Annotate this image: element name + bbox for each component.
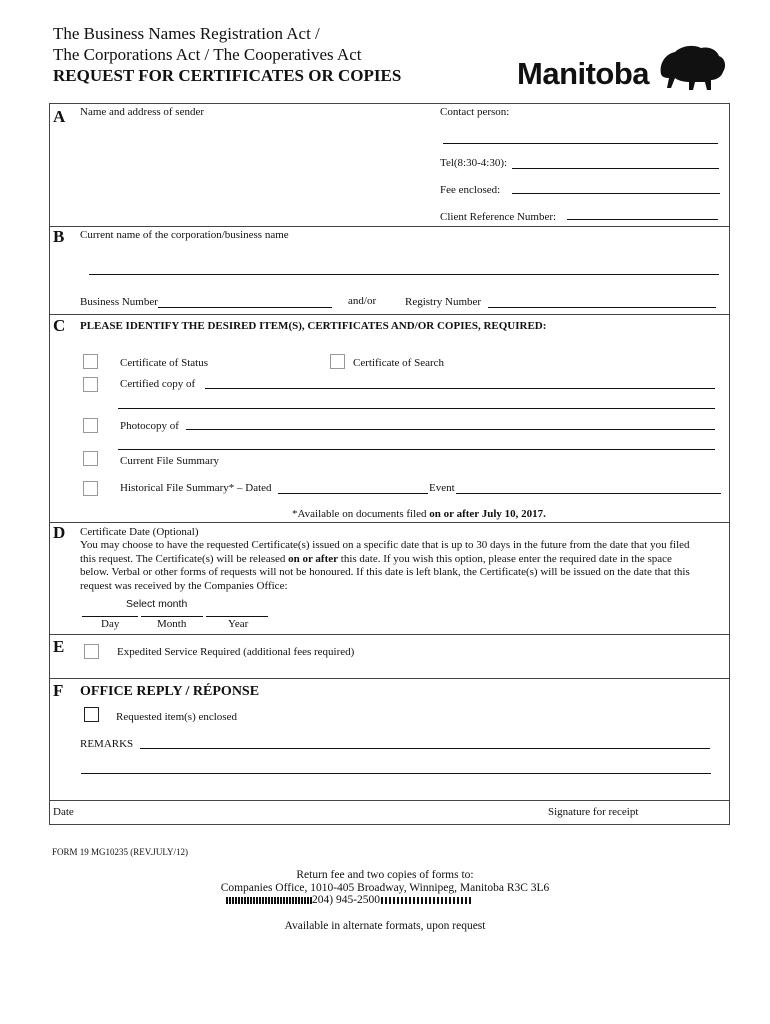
tel-field[interactable]: [512, 168, 719, 169]
garbled-text-right: [381, 897, 471, 904]
section-f-letter: F: [53, 681, 64, 700]
manitoba-logo: [517, 44, 727, 94]
cert-date-title: Certificate Date (Optional): [80, 526, 199, 538]
certified-copy-label: Certified copy of: [120, 378, 196, 390]
act-title-line1: The Business Names Registration Act /: [53, 24, 320, 43]
photocopy-label: Photocopy of: [120, 420, 179, 432]
contact-person-label: Contact person:: [440, 106, 510, 118]
section-b-letter: B: [53, 227, 65, 246]
registry-number-field[interactable]: [488, 307, 716, 308]
and-or-text: and/or: [348, 295, 377, 307]
event-field[interactable]: [456, 493, 721, 494]
historical-date-field[interactable]: [278, 493, 428, 494]
divider-b: [49, 226, 729, 227]
day-field[interactable]: [82, 616, 138, 617]
photocopy-field[interactable]: [186, 429, 715, 430]
month-select[interactable]: Select month: [126, 598, 188, 610]
divider-signature: [49, 800, 729, 801]
requested-enclosed-label: Requested item(s) enclosed: [116, 711, 237, 723]
client-ref-field[interactable]: [567, 219, 718, 220]
office-reply-heading: OFFICE REPLY / RÉPONSE: [80, 684, 260, 699]
remarks-label: REMARKS: [80, 738, 134, 750]
business-number-field[interactable]: [158, 307, 332, 308]
section-a-letter: A: [53, 107, 66, 126]
historical-checkbox[interactable]: [83, 481, 98, 496]
alternate-formats: Available in alternate formats, upon request: [284, 920, 486, 932]
date-label: Date: [53, 806, 74, 818]
bison-icon: [655, 44, 727, 92]
remarks-field-2[interactable]: [81, 773, 711, 774]
availability-note-prefix: *Available on documents filed: [292, 508, 430, 520]
instructions-line-2a: this request. The Certificate(s) will be released: [80, 552, 289, 565]
contact-person-field[interactable]: [443, 143, 718, 144]
certified-copy-field-2[interactable]: [118, 408, 715, 409]
year-field[interactable]: [206, 616, 268, 617]
current-name-field[interactable]: [89, 274, 719, 275]
instructions-line-2: [80, 553, 720, 567]
tel-label: Tel(8:30-4:30):: [440, 157, 508, 169]
instructions-line-4: request was received by the Companies Office:: [80, 579, 288, 592]
section-c-heading: PLEASE IDENTIFY THE DESIRED ITEM(S), CERTIFICATES AND/OR COPIES, REQUIRED:: [80, 320, 547, 332]
signature-label: Signature for receipt: [548, 806, 639, 818]
section-e-letter: E: [53, 637, 65, 656]
return-address: Companies Office, 1010-405 Broadway, Winnipeg, Manitoba R3C 3L6: [220, 882, 550, 894]
remarks-field[interactable]: [140, 748, 710, 749]
current-file-label: Current File Summary: [120, 455, 219, 467]
return-line-1: Return fee and two copies of forms to:: [296, 869, 474, 881]
instructions-line-2c: this date. If you wish this option, please enter the required date in the space: [338, 552, 672, 565]
month-field[interactable]: [141, 616, 203, 617]
sender-label: Name and address of sender: [80, 106, 205, 118]
instructions-emphasis: on or after: [288, 552, 339, 565]
business-number-label: Business Number: [80, 296, 158, 308]
divider-e: [49, 634, 729, 635]
logo-wordmark: Manitoba: [517, 56, 650, 91]
fee-field[interactable]: [512, 193, 720, 194]
day-label: Day: [101, 618, 120, 630]
cert-status-label: Certificate of Status: [120, 357, 208, 369]
cert-search-label: Certificate of Search: [353, 357, 445, 369]
requested-enclosed-checkbox[interactable]: [84, 707, 99, 722]
client-ref-label: Client Reference Number:: [440, 211, 557, 223]
registry-number-label: Registry Number: [405, 296, 482, 308]
event-label: Event: [429, 482, 455, 494]
fee-label: Fee enclosed:: [440, 184, 501, 196]
year-label: Year: [228, 618, 249, 630]
divider-f: [49, 678, 729, 679]
form-title: REQUEST FOR CERTIFICATES OR COPIES: [53, 66, 402, 85]
return-phone: 204) 945-2500: [312, 894, 381, 906]
divider-c: [49, 314, 729, 315]
certified-copy-checkbox[interactable]: [83, 377, 98, 392]
current-file-checkbox[interactable]: [83, 451, 98, 466]
section-c-letter: C: [53, 316, 66, 335]
certified-copy-field[interactable]: [205, 388, 715, 389]
cert-status-checkbox[interactable]: [83, 354, 98, 369]
historical-label: Historical File Summary* – Dated: [120, 482, 272, 494]
garbled-text-left: [226, 897, 312, 904]
expedited-checkbox[interactable]: [84, 644, 99, 659]
expedited-label: Expedited Service Required (additional fees required): [117, 646, 355, 658]
instructions-line-1: You may choose to have the requested Certificate(s) issued on a specific date that is up to 30 days in the future from the date that you filed: [80, 539, 690, 551]
photocopy-checkbox[interactable]: [83, 418, 98, 433]
cert-search-checkbox[interactable]: [330, 354, 345, 369]
current-name-label: Current name of the corporation/business name: [80, 229, 289, 241]
divider-d: [49, 522, 729, 523]
section-d-letter: D: [53, 523, 66, 542]
act-title-line2: The Corporations Act / The Cooperatives Act: [53, 45, 362, 64]
form-id: FORM 19 MG10235 (REV.JULY/12): [52, 847, 188, 857]
month-label: Month: [157, 618, 187, 630]
photocopy-field-2[interactable]: [118, 449, 715, 450]
availability-note: [292, 508, 546, 520]
availability-note-date: on or after July 10, 2017.: [429, 508, 546, 520]
cert-date-instructions: [80, 539, 720, 593]
instructions-line-3: below. Verbal or other forms of requests will not be honoured. If this date is left blank, the Certificate(s) will be issued on the date that this: [80, 566, 690, 578]
